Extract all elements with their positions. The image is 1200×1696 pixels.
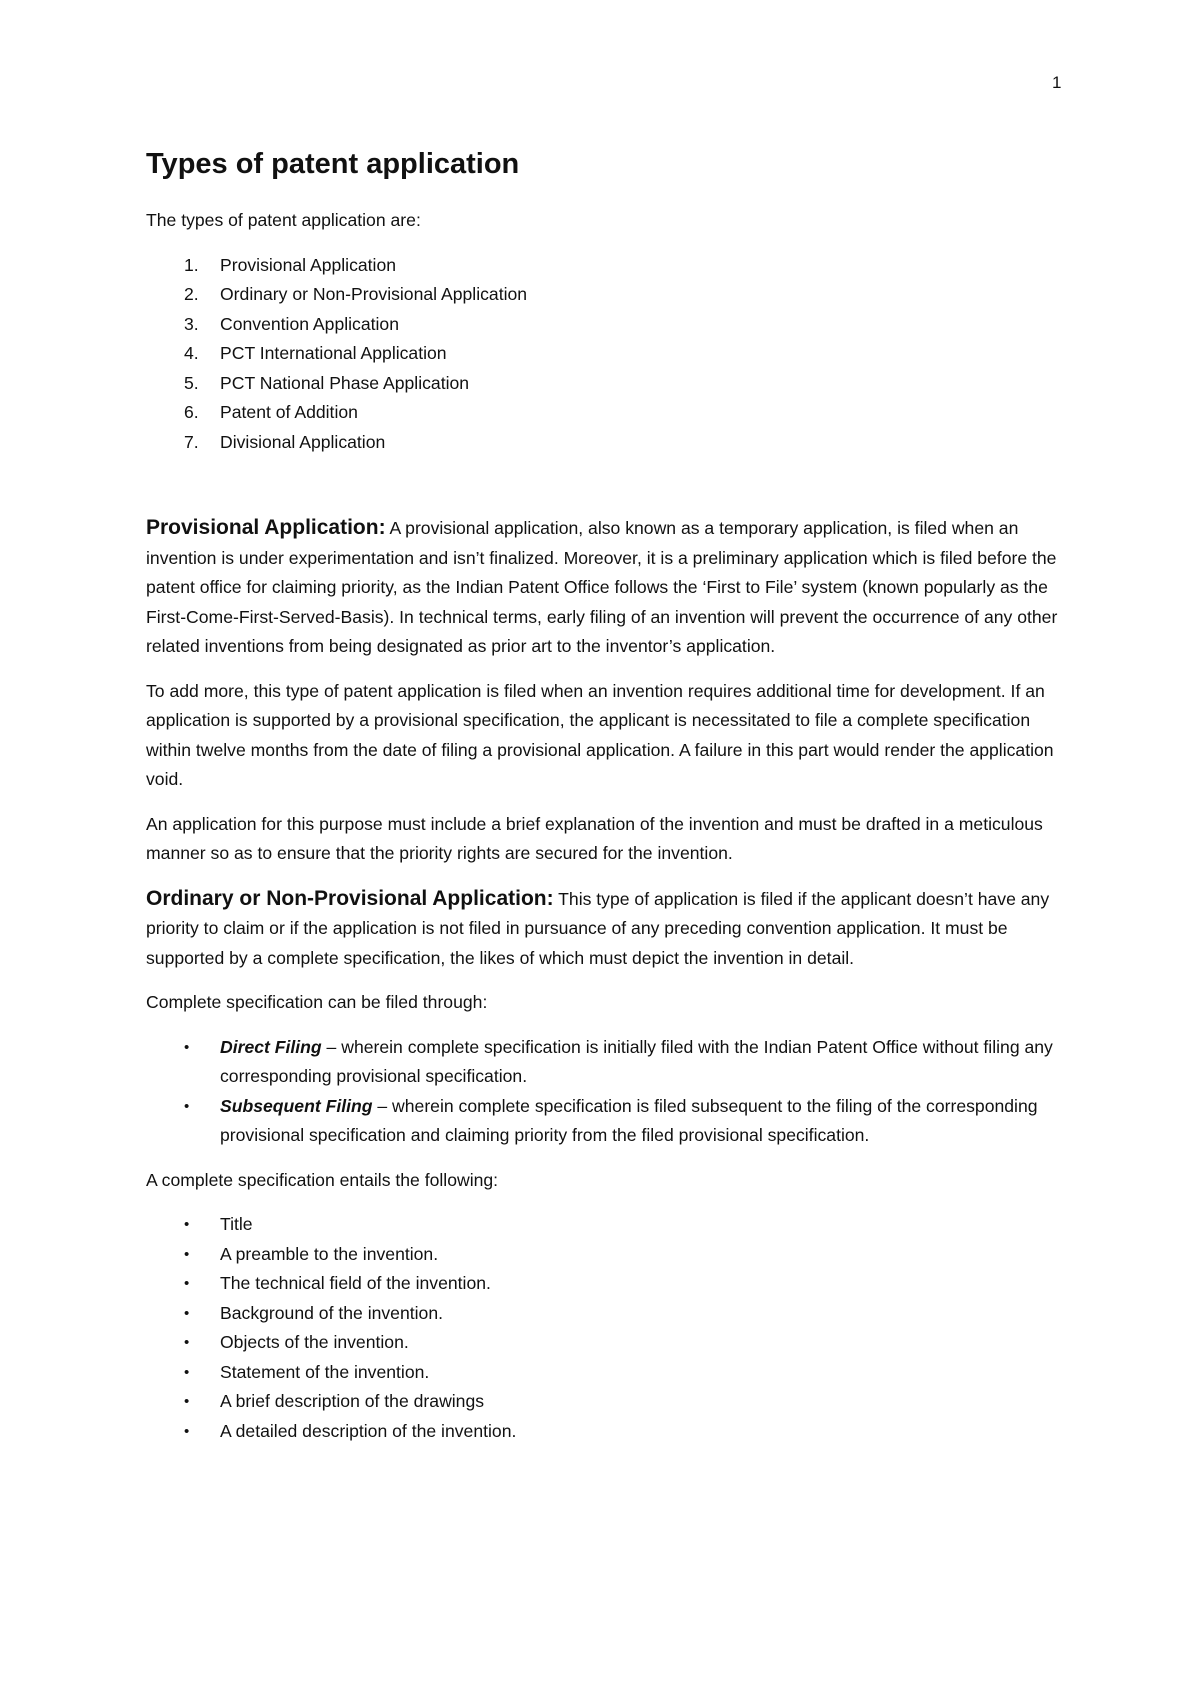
spec-items-list — [146, 1210, 1066, 1446]
bullet-icon: • — [184, 1275, 190, 1292]
list-item-label: Divisional Application — [220, 431, 386, 452]
filed-through-text: Complete specification can be filed through: — [146, 992, 488, 1012]
bullet-icon: • — [184, 1363, 190, 1381]
list-item — [146, 1240, 1066, 1270]
entails-text: A complete specification entails the following: — [146, 1169, 499, 1190]
list-item-label: Title — [220, 1214, 253, 1234]
bullet-icon: • — [184, 1245, 190, 1263]
list-item-label: Ordinary or Non-Provisional Application — [220, 284, 528, 304]
list-item — [146, 1328, 1066, 1358]
bullet-icon: • — [184, 1393, 190, 1410]
list-item — [146, 398, 1066, 428]
list-item-label: A preamble to the invention. — [220, 1243, 439, 1264]
list-item — [146, 1092, 1066, 1151]
bullet-icon: • — [184, 1097, 190, 1115]
filing-term: Direct Filing — [220, 1036, 322, 1057]
ordinary-heading: Ordinary or Non-Provisional Application: — [146, 886, 554, 910]
page-number: 1 — [1052, 73, 1062, 92]
list-item — [146, 339, 1066, 369]
list-number: 3. — [184, 313, 199, 334]
list-item — [146, 369, 1066, 399]
intro-text: The types of patent application are: — [146, 210, 421, 230]
list-item-label: Patent of Addition — [220, 402, 358, 422]
list-item-label: Objects of the invention. — [220, 1332, 409, 1352]
document-body — [146, 142, 1066, 1446]
list-item-label: A detailed description of the invention. — [220, 1420, 517, 1441]
list-item — [146, 1299, 1066, 1329]
list-item-label: Statement of the invention. — [220, 1361, 430, 1382]
filing-description: – wherein complete specification is initially filed with the Indian Patent Office without filing any corresponding provisional specification. — [220, 1036, 1053, 1086]
list-item-label: Background of the invention. — [220, 1302, 444, 1323]
provisional-text: A provisional application, also known as a temporary application, is filed when an invention is under experimentation and isn’t finalized. Moreover, it is a preliminary application which is filed before the patent office for claiming priority, as the Indian Patent Office follows the ‘First to File’ system (known popularly as the First-Come-First-Served-Basis). In technical terms, early filing of an invention will prevent the occurrence of any other related inventions from being designated as prior art to the inventor’s application. — [146, 518, 1058, 656]
list-item — [146, 310, 1066, 340]
page-title: Types of patent application — [146, 148, 520, 180]
list-item-label: Convention Application — [220, 313, 399, 334]
bullet-icon: • — [184, 1304, 190, 1322]
list-item — [146, 1417, 1066, 1447]
list-item-label: The technical field of the invention. — [220, 1273, 491, 1293]
filing-term: Subsequent Filing — [220, 1095, 373, 1116]
bullet-icon: • — [184, 1334, 190, 1351]
bullet-icon: • — [184, 1216, 190, 1233]
bullet-icon: • — [184, 1422, 190, 1440]
list-number: 1. — [184, 254, 199, 275]
types-list — [146, 251, 1066, 458]
list-item-label: Provisional Application — [220, 254, 397, 275]
bullet-icon: • — [184, 1038, 190, 1056]
list-item — [146, 1358, 1066, 1388]
list-item — [146, 1033, 1066, 1092]
list-item-label: PCT International Application — [220, 343, 447, 363]
list-item-label: PCT National Phase Application — [220, 372, 470, 393]
provisional-paragraph-2: To add more, this type of patent application is filed when an invention requires additional time for development. If an application is supported by a provisional specification, the applicant is necessitated to file a complete specification within twelve months from the date of filing a provisional application. A failure in this part would render the application void. — [146, 680, 1054, 789]
list-item-label: A brief description of the drawings — [220, 1391, 485, 1411]
ordinary-paragraph — [146, 884, 1066, 974]
list-item — [146, 251, 1066, 281]
list-number: 7. — [184, 431, 199, 452]
list-item — [146, 1269, 1066, 1299]
list-item — [146, 280, 1066, 310]
filing-description: – wherein complete specification is filed subsequent to the filing of the corresponding provisional specification and claiming priority from the filed provisional specification. — [220, 1095, 1038, 1145]
list-number: 5. — [184, 372, 199, 393]
provisional-paragraph-3: An application for this purpose must include a brief explanation of the invention and must be drafted in a meticulous manner so as to ensure that the priority rights are secured for the invention. — [146, 813, 1043, 863]
list-item — [146, 428, 1066, 458]
list-item — [146, 1387, 1066, 1417]
filing-types-list — [146, 1033, 1066, 1151]
provisional-paragraph — [146, 513, 1066, 662]
list-item — [146, 1210, 1066, 1240]
list-number: 4. — [184, 343, 199, 363]
ordinary-text: This type of application is filed if the applicant doesn’t have any priority to claim or if the application is not filed in pursuance of any preceding convention application. It must be supported by a complete specification, the likes of which must depict the invention in detail. — [146, 888, 1050, 968]
list-number: 6. — [184, 402, 199, 422]
provisional-heading: Provisional Application: — [146, 516, 386, 539]
list-number: 2. — [184, 284, 199, 304]
